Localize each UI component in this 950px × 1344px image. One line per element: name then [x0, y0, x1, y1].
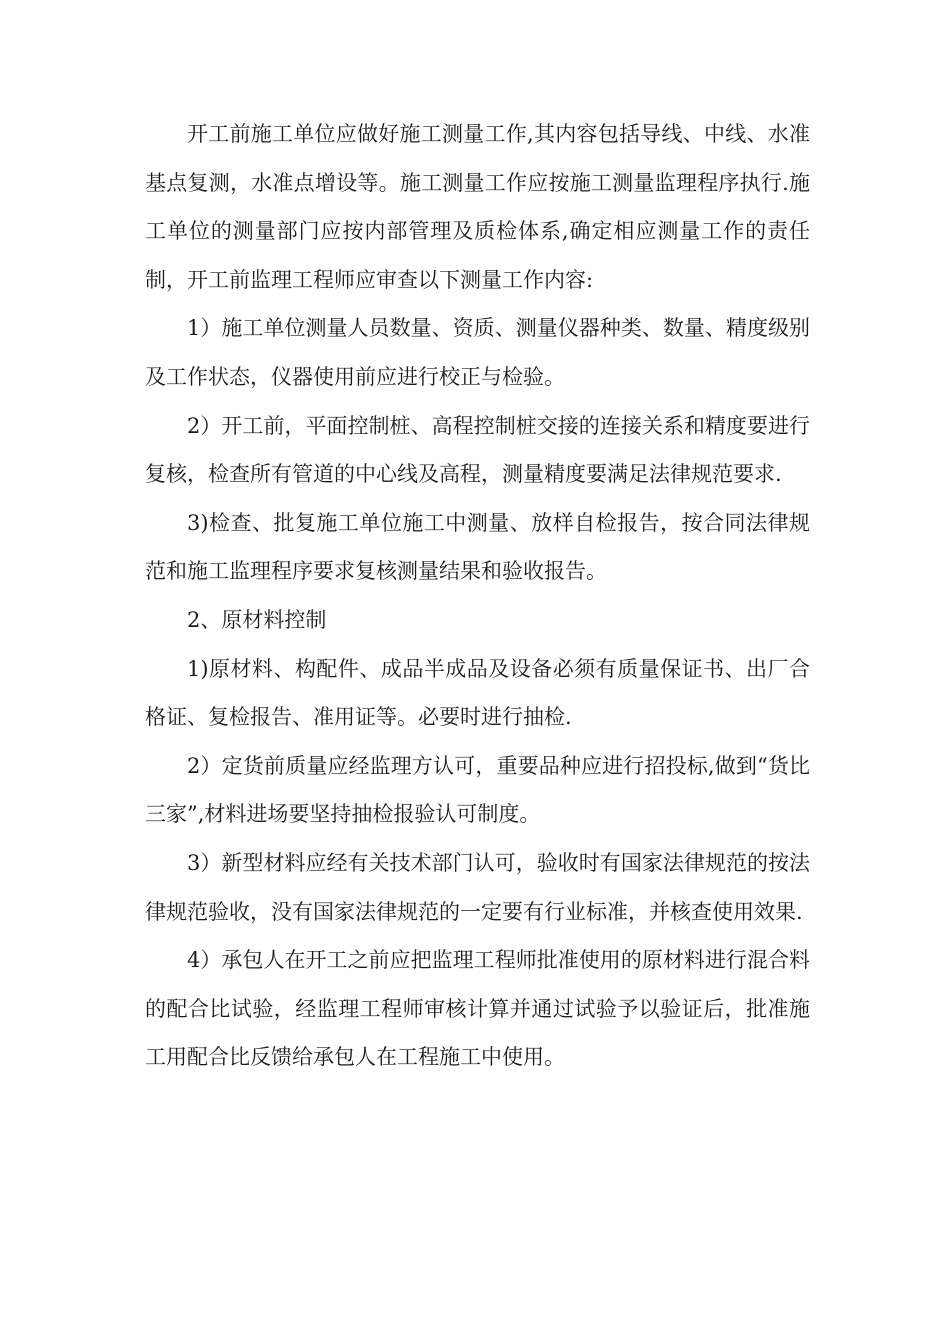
paragraph-materials-item-4: 4）承包人在开工之前应把监理工程师批准使用的原材料进行混合料的配合比试验，经监理工程师审核计算并通过试验予以验证后，批准施工用配合比反馈给承包人在工程施工中使用。 [145, 948, 810, 1070]
paragraph-survey-item-2: 2）开工前，平面控制桩、高程控制桩交接的连接关系和精度要进行复核，检查所有管道的中心线及高程，测量精度要满足法律规范要求. [145, 413, 810, 487]
paragraph-materials-item-3: 3）新型材料应经有关技术部门认可，验收时有国家法律规范的按法律规范验收，没有国家法律规范的一定要有行业标准，并核查使用效果. [145, 850, 810, 924]
paragraph-survey-item-3: 3)检查、批复施工单位施工中测量、放样自检报告，按合同法律规范和施工监理程序要求复核测量结果和验收报告。 [145, 510, 810, 584]
document-body [145, 110, 810, 1082]
paragraph-materials-item-2: 2）定货前质量应经监理方认可，重要品种应进行招投标,做到“货比三家”,材料进场要坚持抽检报验认可制度。 [145, 753, 810, 827]
paragraph-survey-item-1: 1）施工单位测量人员数量、资质、测量仪器种类、数量、精度级别及工作状态，仪器使用前应进行校正与检验。 [145, 316, 810, 389]
section-heading-materials: 2、原材料控制 [187, 607, 327, 632]
paragraph-materials-item-1: 1)原材料、构配件、成品半成品及设备必须有质量保证书、出厂合格证、复检报告、准用证等。必要时进行抽检. [145, 656, 810, 730]
paragraph-survey-intro: 开工前施工单位应做好施工测量工作,其内容包括导线、中线、水准基点复测，水准点增设等。施工测量工作应按施工测量监理程序执行.施工单位的测量部门应按内部管理及质检体系,确定相应测量工作的责任制，开工前监理工程师应审查以下测量工作内容: [145, 122, 810, 292]
